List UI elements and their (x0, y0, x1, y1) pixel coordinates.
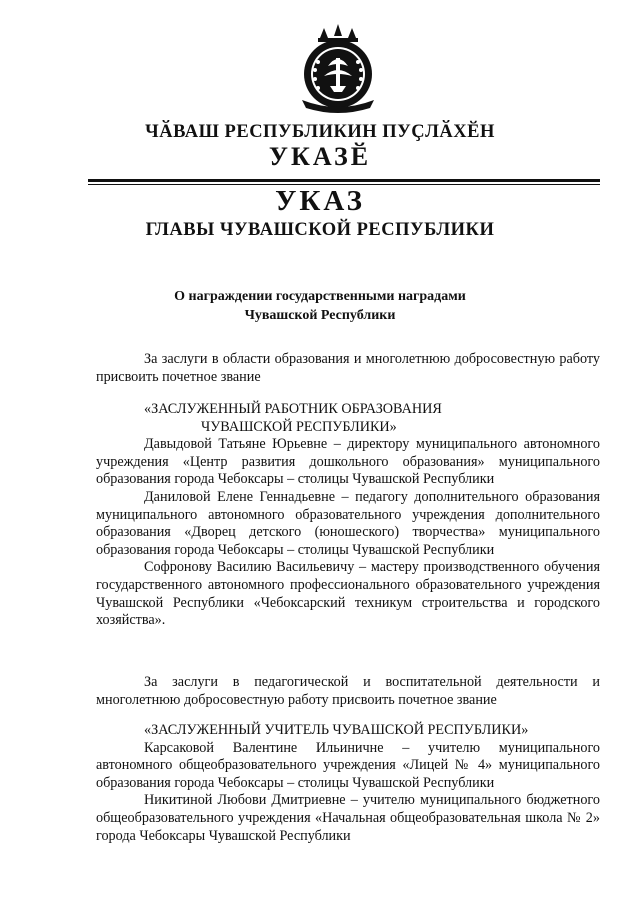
recipient-paragraph: Давыдовой Татьяне Юрьевне – директору муниципального автономного учреждения «Центр развития дошкольного образования» муниципального образования города Чебоксары – столицы Чувашской Республики (96, 436, 600, 488)
document-title (0, 287, 640, 325)
header-divider-thick (88, 179, 600, 182)
section1-intro-text: За заслуги в области образования и многолетнюю добросовестную работу присвоить почетное звание (96, 351, 600, 385)
recipient-paragraph: Никитиной Любови Дмитриевне – учителю муниципального бюджетного общеобразовательного учреждения «Начальная общеобразовательная школа № 2» города Чебоксары Чувашской Республики (96, 792, 600, 844)
section2-award-title: «ЗАСЛУЖЕННЫЙ УЧИТЕЛЬ ЧУВАШСКОЙ РЕСПУБЛИКИ» (144, 722, 529, 738)
recipient-paragraph: Софронову Василию Васильевичу – мастеру производственного обучения государственного автономного профессионального образовательного учреждения Чувашской Республики «Чебоксарский техникум строительства и городского хозяйства». (96, 559, 600, 629)
title-line2: Чувашской Республики (244, 308, 396, 323)
section1-award-title (96, 401, 600, 436)
section1-intro (96, 351, 600, 386)
section2-body (96, 722, 600, 845)
recipient-paragraph: Даниловой Елене Геннадьевне – педагогу дополнительного образования муниципального автономного образовательного учреждения дополнительного образования «Дворец детского (юношеского) творчества» муниципального образования города Чебоксары – столицы Чувашской Республики (96, 488, 600, 558)
chuvash-header-line2: УКАЗӖ (268, 142, 372, 171)
recipient-paragraph: Карсаковой Валентине Ильиничне – учителю муниципального автономного общеобразовательного учреждения «Лицей № 4» муниципального образования города Чебоксары – столицы Чувашской Республики (96, 739, 600, 791)
chuvash-coat-of-arms-icon (290, 18, 386, 114)
russian-header-line1: УКАЗ (275, 185, 365, 217)
section2-intro (96, 674, 600, 709)
russian-header-line2: ГЛАВЫ ЧУВАШСКОЙ РЕСПУБЛИКИ (145, 220, 495, 240)
section1-body (96, 401, 600, 630)
section1-award-line1: «ЗАСЛУЖЕННЫЙ РАБОТНИК ОБРАЗОВАНИЯ (144, 401, 442, 417)
section1-award-line2: ЧУВАШСКОЙ РЕСПУБЛИКИ» (201, 418, 397, 435)
chuvash-header-line1: ЧӐВАШ РЕСПУБЛИКИН ПУҪЛӐХӖН (145, 122, 495, 142)
title-line1: О награждении государственными наградами (174, 289, 466, 304)
section2-intro-text: За заслуги в педагогической и воспитательной деятельности и многолетнюю добросовестную работу присвоить почетное звание (96, 674, 600, 708)
